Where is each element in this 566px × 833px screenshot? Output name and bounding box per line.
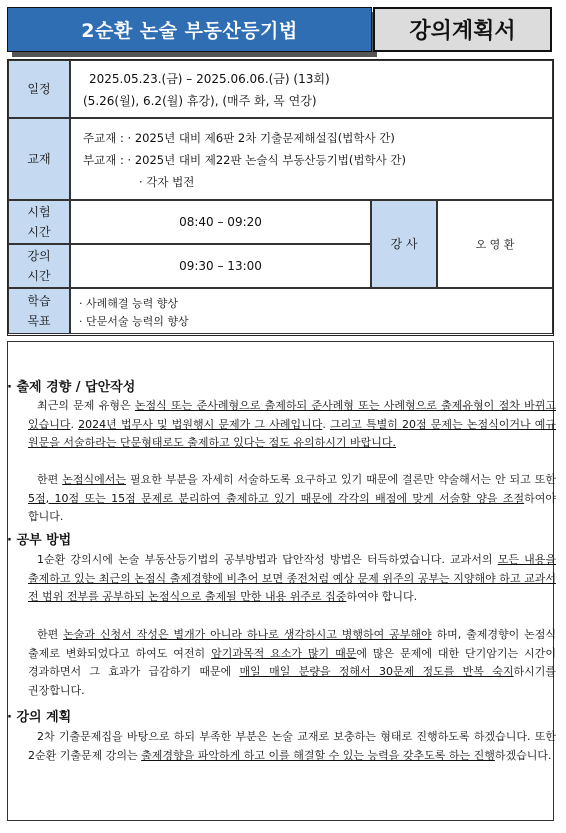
course-title: 2순환 논술 부동산등기법: [7, 7, 372, 52]
underlined-text: 모든 내용을 출제하고 있는 최근의 논점식 출제경향에 비추어 보면 종전처럼 예상 문제 위주의 공부는 지양해야 하고 교과서 전 범위 전부를 공부하되 논점식으로 출제될 만한 내용 위주로 집중: [28, 553, 556, 604]
textbook-label: 교재: [8, 118, 70, 200]
underlined-text: 5점, 10점 또는 15점 문제로 분리하여 출제하고 있기 때문에 각각의 배점에 맞게 서술할 양을 조절: [28, 491, 525, 505]
course-info-table: [7, 59, 554, 336]
text-run: 하여야 합니다.: [346, 590, 418, 604]
lecture-time-value: 09:30 – 13:00: [70, 244, 371, 288]
underlined-text: 논점식 또는 준사례형으로 출제하되 준사례형 또는 사례형으로 출제유형이 점차 바뀌고 있습니다: [28, 399, 556, 431]
underlined-text: 논점식에서는: [62, 473, 126, 486]
exam-time-label: 시험 시간: [8, 200, 70, 244]
section-title-study: · 공부 방법: [7, 533, 72, 548]
goal-item: · 사례해결 능력 향상: [79, 297, 178, 310]
goal-item: · 단문서술 능력의 향상: [79, 315, 189, 328]
underlined-text: 그리고 특별히 20점 문제는 논점식이거나 예규 원문을 서술하라는 단문형태로도 출제하고 있다는 점도 유의하시기 바랍니다.: [28, 417, 556, 450]
paragraph: [28, 397, 556, 453]
goals-cell: [70, 288, 553, 334]
text-run: 1순환 강의시에 논술 부동산등기법의 공부방법과 답안작성 방법은 터득하였습니다. 교과서의: [37, 553, 498, 566]
text-run: 2차 기출문제집을 바탕으로 하되 부족한 부분은 논술 교재로 보충하는 형태로 진행하도록 하겠습니다. 또한 2순환 기출문제 강의는: [28, 730, 556, 762]
underlined-text: 출제경향을 파악하게 하고 이를 해결할 수 있는 능력을 갖추도록 하는 진행: [141, 748, 495, 762]
lecture-plan-body: [7, 341, 557, 821]
text-run: 하시기를 권장합니다.: [28, 665, 557, 697]
paragraph: [28, 551, 556, 607]
exam-time-value: 08:40 – 09:20: [70, 200, 371, 244]
underlined-text: 매일 매일 분량을 정해서 30문제 정도를 반복 숙지: [239, 665, 514, 679]
main-textbook: 주교재 : · 2025년 대비 제6판 2차 기출문제해설집(법학사 간): [83, 131, 395, 145]
text-run: 하여야 합니다.: [28, 491, 556, 524]
section-title-plan: · 강의 계획: [7, 710, 72, 725]
paragraph: [28, 471, 556, 527]
textbook-cell: [70, 118, 553, 200]
text-run: 한편: [37, 628, 64, 641]
schedule-cell: [70, 60, 553, 118]
underlined-text: 논술과 신청서 작성은 별개가 아니라 하나로 생각하시고 병행하여 공부해야: [63, 628, 432, 641]
goals-label: 학습 목표: [8, 288, 70, 334]
text-run: .: [70, 417, 79, 431]
paragraph: [28, 728, 556, 765]
document-title: 강의계획서: [373, 7, 552, 52]
instructor-label: 강 사: [371, 200, 437, 288]
underlined-text: 암기과목적 요소가 많기 때문: [211, 646, 357, 660]
text-run: 필요한 부분을 자세히 서술하도록 요구하고 있기 때문에 결론만 약술해서는 안 되고 또한: [125, 473, 557, 486]
text-run: 에 많은 문제에 대한 단기암기는 시간이 경과하면서 그 효과가 급감하기 때문에: [28, 646, 556, 679]
text-run: .: [322, 417, 330, 431]
instructor-name: 오 영 환: [437, 200, 553, 288]
section-title-trend: · 출제 경향 / 답안작성: [7, 380, 136, 395]
lecture-time-label: 강의 시간: [8, 244, 70, 288]
text-run: 최근의 문제 유형은: [37, 399, 135, 412]
text-run: 한편: [37, 473, 63, 486]
underlined-text: 2024년 법무사 및 법원행시 문제가 그 사례입니다: [78, 417, 323, 431]
text-run: 하겠습니다.: [494, 748, 552, 762]
statute-book: · 각자 법전: [139, 175, 195, 189]
sub-textbook: 부교재 : · 2025년 대비 제22판 논술식 부동산등기법(법학사 간): [83, 153, 406, 167]
schedule-label: 일정: [8, 60, 70, 118]
text-run: 하며, 출제경향이 논점식 출제로 변화되었다고 하여도 여전히: [28, 628, 556, 660]
schedule-notes: (5.26(월), 6.2(월) 휴강), (매주 화, 목 연강): [83, 94, 317, 108]
paragraph: [28, 626, 556, 700]
schedule-dates: 2025.05.23.(금) – 2025.06.06.(금) (13회): [89, 72, 330, 86]
